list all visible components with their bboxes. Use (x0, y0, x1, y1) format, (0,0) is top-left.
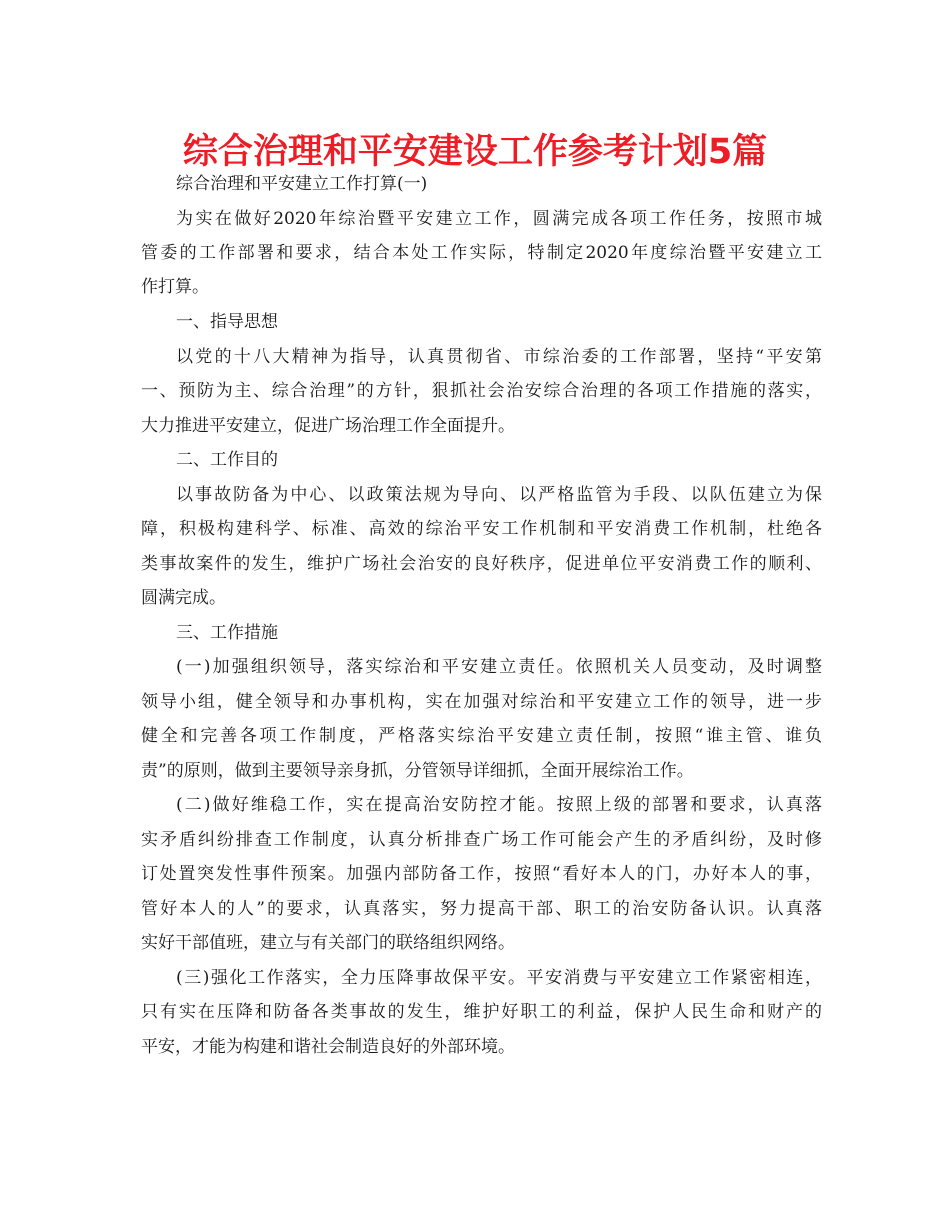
paragraph-line: (一)加强组织领导，落实综治和平安建立责任。依照机关人员变动，及时调整 (176, 657, 822, 677)
paragraph-line: 为实在做好2020年综治暨平安建立工作，圆满完成各项工作任务，按照市城 (176, 209, 822, 229)
paragraph-line: 实矛盾纠纷排查工作制度，认真分析排查广场工作可能会产生的矛盾纠纷，及时修 (141, 830, 822, 850)
paragraph-line: 只有实在压降和防备各类事故的发生，维护好职工的利益，保护人民生命和财产的 (141, 1002, 822, 1022)
paragraph-line: 实好干部值班，建立与有关部门的联络组织网络。 (141, 933, 515, 953)
paragraph-line: 责”的原则，做到主要领导亲身抓，分管领导详细抓，全面开展综治工作。 (141, 761, 694, 781)
paragraph-line: 以事故防备为中心、以政策法规为导向、以严格监管为手段、以队伍建立为保 (176, 485, 822, 505)
section-heading: 一、指导思想 (176, 312, 278, 332)
paragraph-line: (二)做好维稳工作，实在提高治安防控才能。按照上级的部署和要求，认真落 (176, 795, 822, 815)
paragraph-line: 领导小组，健全领导和办事机构，实在加强对综治和平安建立工作的领导，进一步 (141, 692, 822, 712)
document-title: 综合治理和平安建设工作参考计划5篇 (182, 132, 768, 172)
paragraph-line: 圆满完成。 (141, 588, 226, 608)
paragraph-line: 大力推进平安建立，促进广场治理工作全面提升。 (141, 416, 515, 436)
paragraph-line: 订处置突发性事件预案。加强内部防备工作，按照“看好本人的门，办好本人的事， (141, 864, 822, 884)
paragraph-line: 一、预防为主、综合治理”的方针，狠抓社会治安综合治理的各项工作措施的落实， (141, 381, 822, 401)
subtitle-line: 综合治理和平安建立工作打算(一) (176, 174, 428, 194)
paragraph-line: 健全和完善各项工作制度，严格落实综治平安建立责任制，按照“谁主管、谁负 (141, 726, 822, 746)
paragraph-line: 平安，才能为构建和谐社会制造良好的外部环境。 (141, 1037, 515, 1057)
paragraph-line: 管委的工作部署和要求，结合本处工作实际，特制定2020年度综治暨平安建立工 (141, 243, 822, 263)
paragraph-line: (三)强化工作落实，全力压降事故保平安。平安消费与平安建立工作紧密相连， (176, 968, 822, 988)
section-heading: 二、工作目的 (176, 450, 278, 470)
paragraph-line: 作打算。 (141, 277, 209, 297)
paragraph-line: 类事故案件的发生，维护广场社会治安的良好秩序，促进单位平安消费工作的顺利、 (141, 554, 822, 574)
paragraph-line: 障，积极构建科学、标准、高效的综治平安工作机制和平安消费工作机制，杜绝各 (141, 519, 822, 539)
section-heading: 三、工作措施 (176, 623, 278, 643)
paragraph-line: 以党的十八大精神为指导，认真贯彻省、市综治委的工作部署，坚持“平安第 (176, 347, 822, 367)
paragraph-line: 管好本人的人”的要求，认真落实，努力提高干部、职工的治安防备认识。认真落 (141, 899, 822, 919)
